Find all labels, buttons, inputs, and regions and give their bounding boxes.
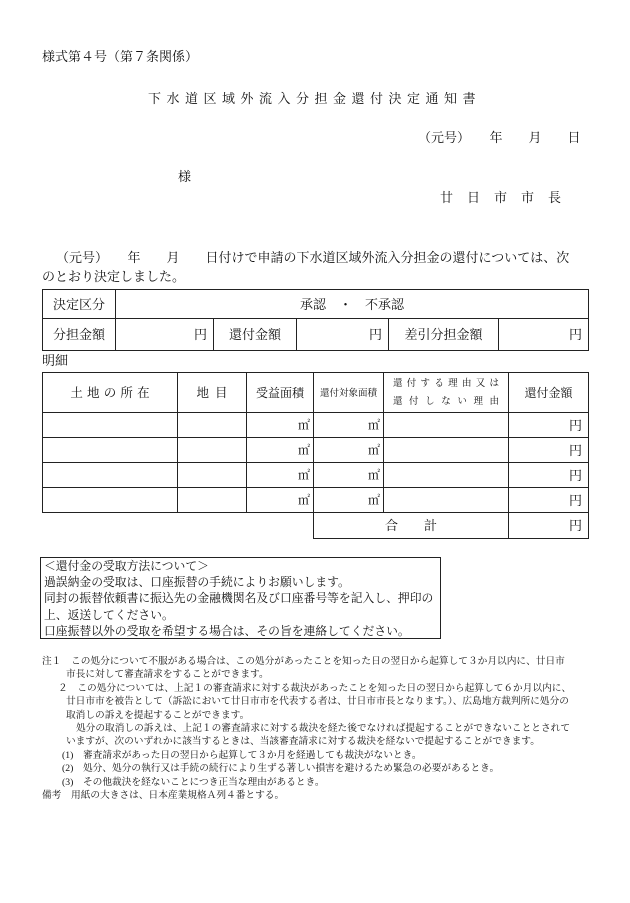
receipt-box-line: 過誤納金の受取は、口座振替の手続によりお願いします。 bbox=[44, 575, 350, 590]
total-amount-cell: 円 bbox=[509, 513, 589, 539]
refund-reason-cell bbox=[384, 488, 509, 513]
land-location-cell bbox=[43, 463, 178, 488]
note-line: 廿日市市を被告として（訴訟において廿日市市を代表する者は、廿日市市長となります。）、広島地方裁判所に処分の bbox=[66, 696, 569, 708]
issue-date-line: （元号） 年 月 日 bbox=[418, 130, 581, 145]
remarks-line: 備考 用紙の大きさは、日本産業規格Ａ列４番とする。 bbox=[42, 790, 285, 802]
header-benefit-area-text: 受益面積 bbox=[255, 385, 304, 400]
refund-area-cell: ㎡ bbox=[314, 488, 384, 513]
header-land-category-text: 地目 bbox=[196, 385, 234, 400]
land-location-cell bbox=[43, 488, 178, 513]
note-line: (2) 処分、処分の執行又は手続の続行により生ずる著しい損害を避けるため緊急の必要があるとき。 bbox=[62, 763, 500, 775]
header-land-location bbox=[43, 373, 178, 413]
table-row bbox=[43, 438, 589, 463]
note-line: 注１ この処分について不服がある場合は、この処分があったことを知った日の翌日から起算して３か月以内に、廿日市 bbox=[42, 656, 565, 667]
note-line: 処分の取消しの訴えは、上記１の審査請求に対する裁決を経た後でなければ提起することができないこととされて bbox=[76, 723, 571, 735]
total-row bbox=[43, 513, 589, 539]
header-land-location-text: 土地の所在 bbox=[70, 385, 154, 400]
document-title: 下水道区域外流入分担金還付決定通知書 bbox=[148, 91, 482, 106]
notes-section bbox=[0, 655, 630, 802]
refund-reason-cell bbox=[384, 463, 509, 488]
decision-value: 承認 ・ 不承認 bbox=[116, 290, 589, 319]
note-line: (1) 審査請求があった日の翌日から起算して３か月を経過しても裁決がないとき。 bbox=[62, 749, 422, 761]
receipt-box-line: 同封の振替依頼書に振込先の金融機関名及び口座番号等を記入し、押印の bbox=[44, 591, 434, 606]
land-category-cell bbox=[178, 463, 247, 488]
header-benefit-area bbox=[247, 373, 314, 413]
header-refund-area-text: 還付対象面積 bbox=[319, 388, 377, 399]
benefit-area-cell: ㎡ bbox=[247, 413, 314, 438]
refund-amount-cell: 円 bbox=[509, 463, 589, 488]
land-location-cell bbox=[43, 413, 178, 438]
decision-row bbox=[43, 290, 589, 319]
header-refund-reason bbox=[384, 373, 509, 413]
header-land-category bbox=[178, 373, 247, 413]
benefit-area-cell: ㎡ bbox=[247, 463, 314, 488]
header-refund-area bbox=[314, 373, 384, 413]
details-heading: 明細 bbox=[42, 353, 69, 368]
land-location-cell bbox=[43, 438, 178, 463]
receipt-box-line: 口座振替以外の受取を希望する場合は、その旨を連絡してください。 bbox=[44, 623, 410, 638]
refund-area-cell: ㎡ bbox=[314, 463, 384, 488]
share-amount-value: 円 bbox=[116, 319, 214, 351]
refund-reason-cell bbox=[384, 413, 509, 438]
refund-area-cell: ㎡ bbox=[314, 438, 384, 463]
decision-label: 決定区分 bbox=[43, 290, 116, 319]
refund-area-cell: ㎡ bbox=[314, 413, 384, 438]
refund-amount-cell: 円 bbox=[509, 488, 589, 513]
benefit-area-cell: ㎡ bbox=[247, 438, 314, 463]
note-line: いますが、次のいずれかに該当するときは、当該審査請求に対する裁決を経ないで提起することができます。 bbox=[66, 736, 540, 748]
refund-amount-cell: 円 bbox=[509, 438, 589, 463]
table-row bbox=[43, 488, 589, 513]
receipt-box-heading: ＜還付金の受取方法について＞ bbox=[44, 559, 209, 573]
total-label: 合 計 bbox=[314, 513, 509, 539]
benefit-area-cell: ㎡ bbox=[247, 488, 314, 513]
note-line: ２ この処分については、上記１の審査請求に対する裁決があったことを知った日の翌日から起算して６か月以内に、 bbox=[58, 682, 572, 694]
header-refund-reason-line1: 還付する理由又は bbox=[392, 378, 504, 389]
receipt-box-line: 上、返送してください。 bbox=[44, 607, 174, 622]
intro-paragraph: （元号） 年 月 日付けで申請の下水道区域外流入分担金の還付については、次のとおり決定しました。 bbox=[42, 250, 570, 284]
refund-amount-label: 還付金額 bbox=[214, 319, 297, 351]
refund-receipt-method-box bbox=[40, 557, 441, 639]
land-category-cell bbox=[178, 438, 247, 463]
details-header-row bbox=[43, 373, 589, 413]
header-refund-amount bbox=[509, 373, 589, 413]
land-category-cell bbox=[178, 413, 247, 438]
share-amount-label: 分担金額 bbox=[43, 319, 116, 351]
note-line: (3) その他裁決を経ないことにつき正当な理由があるとき。 bbox=[62, 776, 325, 788]
addressee-honorific: 様 bbox=[178, 169, 192, 184]
refund-amount-value: 円 bbox=[297, 319, 389, 351]
decision-table bbox=[42, 289, 589, 351]
table-row bbox=[43, 463, 589, 488]
header-refund-reason-line2: 還付しない理由 bbox=[392, 396, 506, 407]
details-table bbox=[42, 372, 589, 539]
issuer-name: 廿日市市長 bbox=[440, 190, 576, 205]
amounts-row bbox=[43, 319, 589, 351]
note-line: 取消しの訴えを提起することができます。 bbox=[66, 709, 250, 721]
land-category-cell bbox=[178, 488, 247, 513]
total-row-spacer bbox=[43, 513, 314, 539]
net-share-amount-label: 差引分担金額 bbox=[389, 319, 499, 351]
refund-reason-cell bbox=[384, 438, 509, 463]
net-share-amount-value: 円 bbox=[499, 319, 589, 351]
header-refund-amount-text: 還付金額 bbox=[524, 385, 573, 400]
note-line: 市長に対して審査請求をすることができます。 bbox=[66, 669, 269, 681]
table-row bbox=[43, 413, 589, 438]
form-number: 様式第４号（第７条関係） bbox=[42, 49, 199, 64]
refund-amount-cell: 円 bbox=[509, 413, 589, 438]
